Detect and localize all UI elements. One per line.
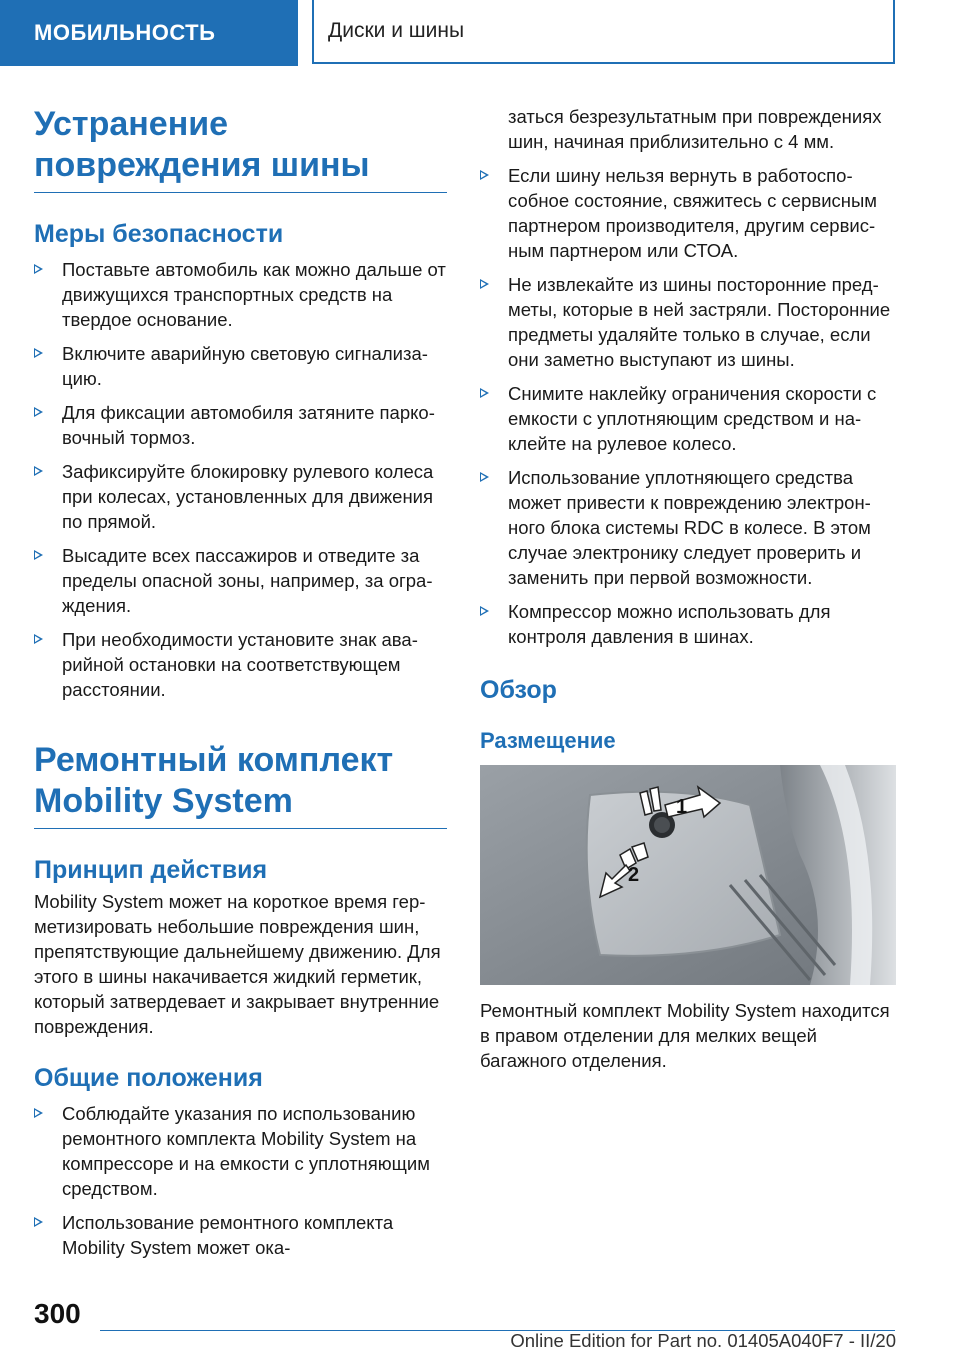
tips-list [480, 163, 896, 649]
bullet-triangle-icon [34, 348, 43, 358]
left-column [34, 104, 447, 1269]
bullet-triangle-icon [34, 407, 43, 417]
heading-general: Общие положения [34, 1064, 263, 1092]
list-item: Для фиксации автомобиля затяните парковочный тормоз. [34, 400, 447, 450]
bullet-triangle-icon [480, 606, 489, 616]
section-tab: МОБИЛЬНОСТЬ [0, 0, 298, 66]
list-item: Включите аварийную световую сигнализацию. [34, 341, 447, 391]
heading-placement: Размещение [480, 728, 616, 753]
heading-safety: Меры безопасности [34, 220, 284, 248]
list-item: Поставьте автомобиль как можно дальше от движущихся транспортных средств на твердое основание. [34, 257, 447, 332]
bullet-triangle-icon [34, 634, 43, 644]
bullet-triangle-icon [34, 1217, 43, 1227]
list-item: Компрессор можно использовать для контроля давления в шинах. [480, 599, 896, 649]
page-number: 300 [34, 1298, 81, 1329]
list-item: Соблюдайте указания по использованию ремонтного комплекта Mobility System на компрессоре и на емкости с уплотняющим средством. [34, 1101, 447, 1201]
bullet-triangle-icon [34, 466, 43, 476]
safety-list [34, 257, 447, 702]
heading-overview: Обзор [480, 676, 557, 704]
callout-2: 2 [628, 864, 640, 886]
trunk-compartment-illustration [480, 765, 896, 985]
principle-text: Mobility System может на короткое время герметизировать небольшие повреждения шин, препятствующие дальнейшему движению. Для этого в шины накачивается жидкий герметик, который затвердевает и закрывает внутренние повреждения. [34, 891, 441, 1037]
heading-principle: Принцип действия [34, 856, 268, 884]
callout-1: 1 [676, 796, 688, 818]
bullet-triangle-icon [480, 279, 489, 289]
list-item: Высадите всех пассажиров и отведите за пределы опасной зоны, например, за ограждения. [34, 543, 447, 618]
list-item: Не извлекайте из шины посторонние предметы, которые в ней застряли. Посторонние предметы удаляйте только в случае, если они заметно выступают из шины. [480, 272, 896, 372]
bullet-triangle-icon [34, 550, 43, 560]
list-item: Зафиксируйте блокировку рулевого колеса при колесах, установленных для движения по прямой. [34, 459, 447, 534]
bullet-triangle-icon [480, 472, 489, 482]
right-column [480, 104, 896, 755]
placement-text: Ремонтный комплект Mobility System находится в правом отделении для мелких вещей багажного отделения. [480, 1000, 890, 1071]
continuation-text: заться безрезультатным при повреждениях шин, начиная приблизительно с 4 мм. [508, 106, 882, 152]
title-mobility-system: Ремонтный комплект Mobility System [34, 740, 447, 829]
list-item: Снимите наклейку ограничения скорости с емкости с уплотняющим средством и наклейте на рулевое колесо. [480, 381, 896, 456]
bullet-triangle-icon [480, 170, 489, 180]
bullet-triangle-icon [34, 264, 43, 274]
bullet-triangle-icon [34, 1108, 43, 1118]
bullet-triangle-icon [480, 388, 489, 398]
list-item: При необходимости установите знак аварийной остановки на соответствующем расстоянии. [34, 627, 447, 702]
general-list [34, 1101, 447, 1260]
title-tire-damage: Устранение повреждения шины [34, 104, 447, 193]
breadcrumb: Диски и шины [312, 0, 895, 64]
footer-edition: Online Edition for Part no. 01405A040F7 - II/20 [510, 1330, 896, 1351]
list-item: Использование ремонтного комплекта Mobility System может ока- [34, 1210, 447, 1260]
list-item: Если шину нельзя вернуть в работоспособное состояние, свяжитесь с сервисным партнером производителя, другим сервисным партнером или СТОА. [480, 163, 896, 263]
list-item: Использование уплотняющего средства может привести к повреждению электронного блока системы RDC в колесе. В этом случае электронику следует проверить и заменить при первой возможности. [480, 465, 896, 590]
